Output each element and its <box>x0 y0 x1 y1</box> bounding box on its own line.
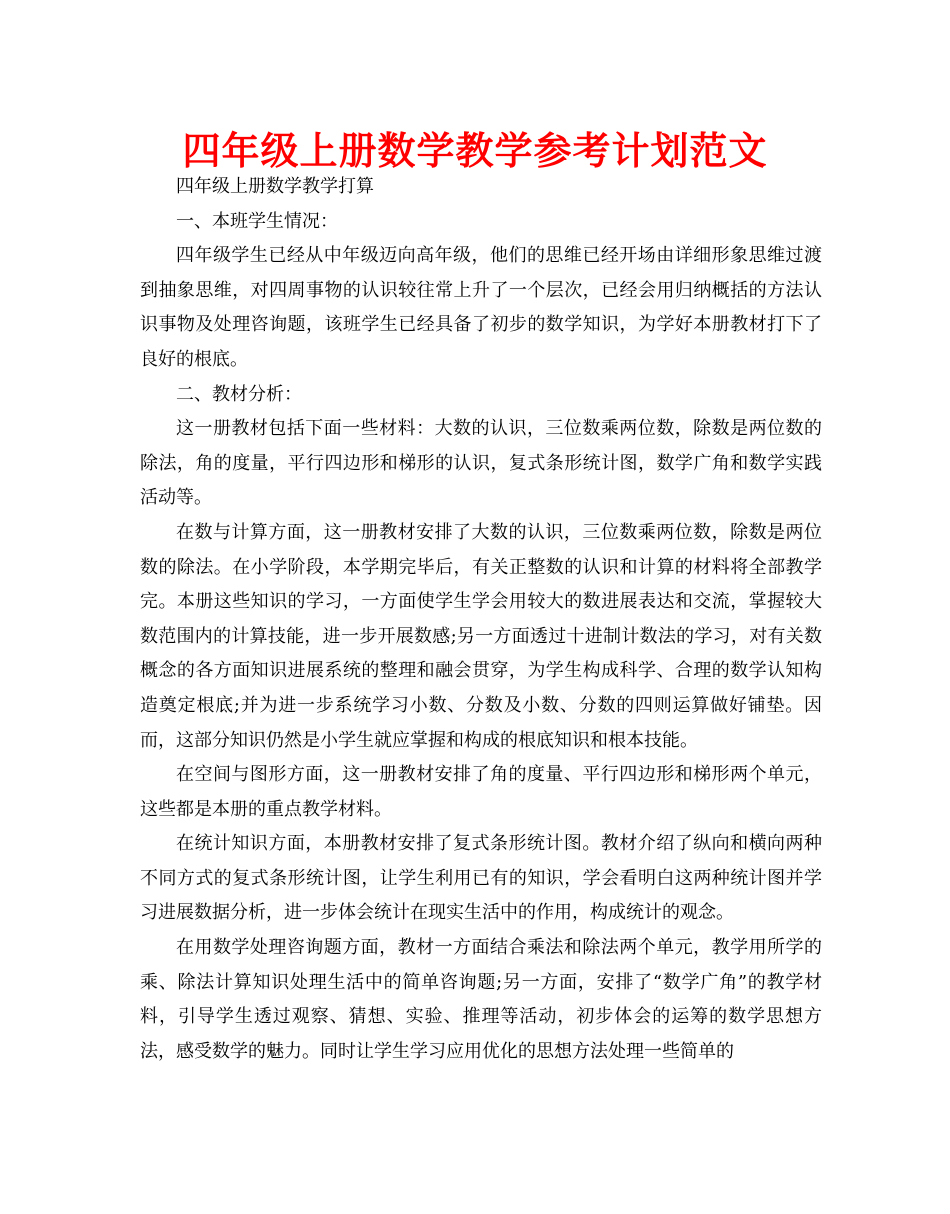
document-body <box>140 170 822 1069</box>
paragraph-statistics: 在统计知识方面，本册教材安排了复式条形统计图。教材介绍了纵向和横向两种不同方式的复式条形统计图，让学生利用已有的知识，学会看明白这两种统计图并学习进展数据分析，进一步体会统计在现实生活中的作用，构成统计的观念。 <box>140 833 822 924</box>
paragraph-number-calculation: 在数与计算方面，这一册教材安排了大数的认识，三位数乘两位数，除数是两位数的除法。在小学阶段，本学期完毕后，有关正整数的认识和计算的材料将全部教学完。本册这些知识的学习，一方面使学生学会用较大的数进展表达和交流，掌握较大数范围内的计算技能，进一步开展数感;另一方面透过十进制计数法的学习，对有关数概念的各方面知识进展系统的整理和融会贯穿，为学生构成科学、合理的数学认知构造奠定根底;并为进一步系统学习小数、分数及小数、分数的四则运算做好铺垫。因而，这部分知识仍然是小学生就应掌握和构成的根底知识和根本技能。 <box>140 521 822 751</box>
document-title: 四年级上册数学教学参考计划范文 <box>182 129 768 173</box>
paragraph-class-situation: 四年级学生已经从中年级迈向高年级，他们的思维已经开场由详细形象思维过渡到抽象思维，对四周事物的认识较往常上升了一个层次，已经会用归纳概括的方法认识事物及处理咨询题，该班学生已经具备了初步的数学知识，为学好本册教材打下了良好的根底。 <box>140 245 822 370</box>
paragraph-space-geometry: 在空间与图形方面，这一册教材安排了角的度量、平行四边形和梯形两个单元，这些都是本册的重点教学材料。 <box>140 764 822 820</box>
plan-heading: 四年级上册数学教学打算 <box>176 176 374 197</box>
section-heading-class-situation: 一、本班学生情况： <box>176 210 338 232</box>
paragraph-problem-solving: 在用数学处理咨询题方面，教材一方面结合乘法和除法两个单元，教学用所学的乘、除法计算知识处理生活中的简单咨询题;另一方面，安排了“数学广角”的教学材料，引导学生透过观察、猜想、实验、推理等活动，初步体会的运筹的数学思想方法，感受数学的魅力。同时让学生学习应用优化的思想方法处理一些简单的 <box>140 937 822 1062</box>
section-heading-textbook-analysis: 二、教材分析： <box>176 383 302 405</box>
paragraph-textbook-contents: 这一册教材包括下面一些材料：大数的认识，三位数乘两位数，除数是两位数的除法，角的度量，平行四边形和梯形的认识，复式条形统计图，数学广角和数学实践活动等。 <box>140 418 822 509</box>
